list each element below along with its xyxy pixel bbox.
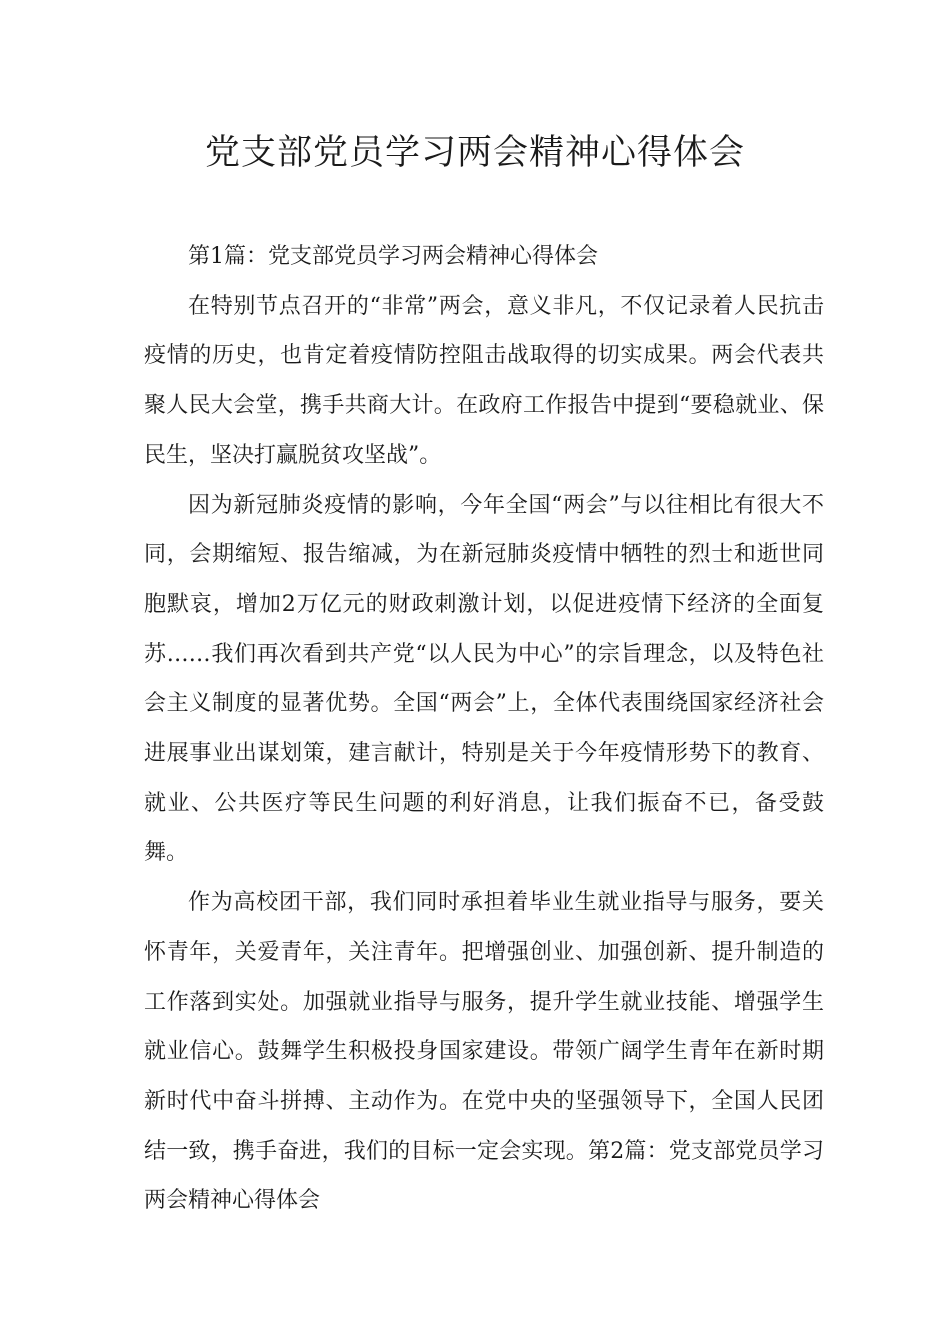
document-body	[144, 232, 824, 1226]
paragraph-3: 作为高校团干部，我们同时承担着毕业生就业指导与服务，要关怀青年，关爱青年，关注青年。把增强创业、加强创新、提升制造的工作落到实处。加强就业指导与服务，提升学生就业技能、增强学生就业信心。鼓舞学生积极投身国家建设。带领广阔学生青年在新时期新时代中奋斗拼搏、主动作为。在党中央的坚强领导下，全国人民团结一致，携手奋进，我们的目标一定会实现。第2篇：党支部党员学习两会精神心得体会	[144, 890, 824, 1214]
paragraph-1: 在特别节点召开的“非常”两会，意义非凡，不仅记录着人民抗击疫情的历史，也肯定着疫情防控阻击战取得的切实成果。两会代表共聚人民大会堂，携手共商大计。在政府工作报告中提到“要稳就业、保民生，坚决打赢脱贫攻坚战”。	[144, 293, 824, 468]
paragraph-heading-1: 第1篇：党支部党员学习两会精神心得体会	[188, 244, 598, 269]
document-title: 党支部党员学习两会精神心得体会	[204, 133, 745, 173]
paragraph-2: 因为新冠肺炎疫情的影响，今年全国“两会”与以往相比有很大不同，会期缩短、报告缩减，为在新冠肺炎疫情中牺牲的烈士和逝世同胞默哀，增加2万亿元的财政刺激计划，以促进疫情下经济的全面复苏……我们再次看到共产党“以人民为中心”的宗旨理念，以及特色社会主义制度的显著优势。全国“两会”上，全体代表围绕国家经济社会进展事业出谋划策，建言献计，特别是关于今年疫情形势下的教育、就业、公共医疗等民生问题的利好消息，让我们振奋不已，备受鼓舞。	[144, 492, 824, 866]
